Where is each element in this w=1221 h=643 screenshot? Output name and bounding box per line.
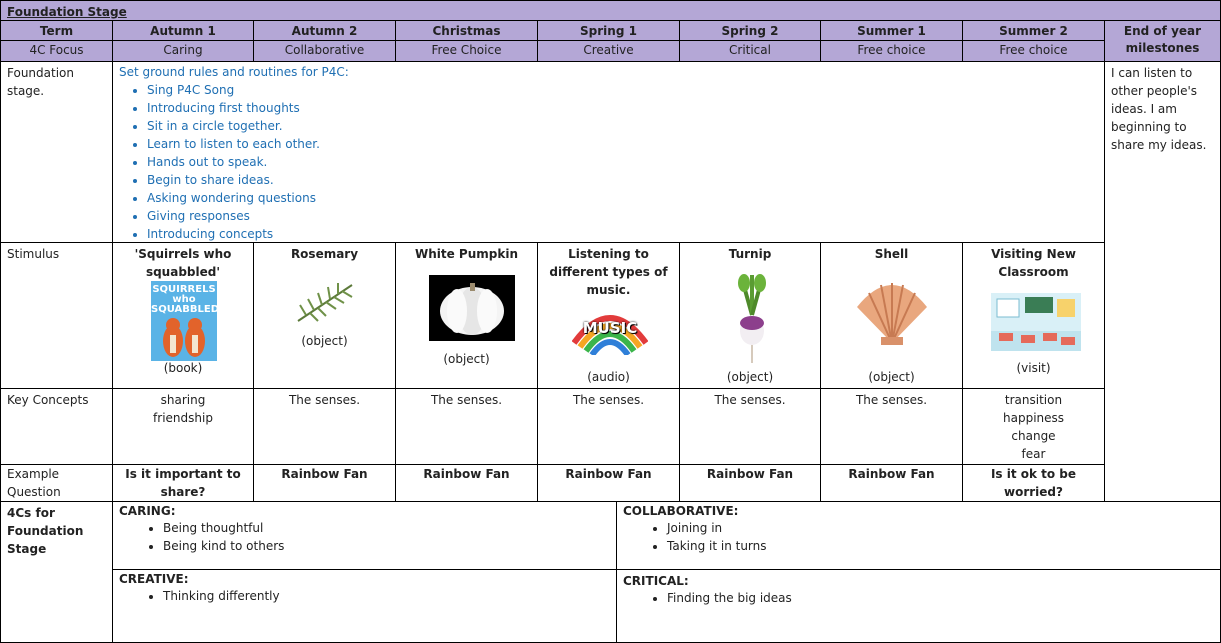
turnip-icon [732, 273, 772, 365]
concept-summer-2: transition happiness change fear [962, 388, 1105, 465]
caring-section [112, 501, 617, 570]
focus-christmas: Free Choice [395, 40, 538, 62]
stimulus-christmas [395, 242, 538, 389]
foundation-label: Foundation stage. [0, 61, 113, 243]
term-autumn-1: Autumn 1 [112, 20, 254, 41]
collaborative-title: COLLABORATIVE: [623, 504, 739, 518]
stimulus-spring-2 [679, 242, 821, 389]
ground-rule-item: • Learn to listen to each other. [147, 135, 1098, 153]
creative-list [119, 587, 610, 605]
stimulus-type: (object) [301, 334, 348, 348]
ground-rules-cell [112, 61, 1105, 243]
stimulus-title: Turnip [728, 247, 772, 261]
caring-title: CARING: [119, 504, 176, 518]
term-autumn-2: Autumn 2 [253, 20, 396, 41]
critical-item: • Finding the big ideas [667, 589, 1214, 607]
question-autumn-2: Rainbow Fan [253, 464, 396, 502]
stimulus-type: (object) [443, 352, 490, 366]
stimulus-autumn-1 [112, 242, 254, 389]
ground-rules-intro: Set ground rules and routines for P4C: [119, 65, 349, 79]
stimulus-spring-1 [537, 242, 680, 389]
ground-rule-item: • Introducing concepts [147, 225, 1098, 243]
critical-section [616, 569, 1221, 643]
question-christmas: Rainbow Fan [395, 464, 538, 502]
stimulus-type: (object) [726, 370, 774, 384]
stimulus-title: White Pumpkin [414, 247, 518, 261]
caring-list [119, 519, 610, 555]
milestones-text: I can listen to other people's ideas. I am beginning to share my ideas. [1111, 66, 1207, 152]
creative-section [112, 569, 617, 643]
concept-summer-1: The senses. [820, 388, 963, 465]
focus-summer-2: Free choice [962, 40, 1105, 62]
question-spring-2: Rainbow Fan [679, 464, 821, 502]
ground-rule-item: • Sit in a circle together. [147, 117, 1098, 135]
term-summer-1: Summer 1 [820, 20, 963, 41]
collaborative-section [616, 501, 1221, 570]
stimulus-title: Rosemary [290, 247, 359, 261]
ground-rule-item: • Giving responses [147, 207, 1098, 225]
focus-autumn-2: Collaborative [253, 40, 396, 62]
squirrel-figures-icon [151, 311, 217, 361]
focus-autumn-1: Caring [112, 40, 254, 62]
creative-item: • Thinking differently [163, 587, 610, 605]
caring-item: • Being kind to others [163, 537, 610, 555]
ground-rule-item: • Hands out to speak. [147, 153, 1098, 171]
concept-spring-1: The senses. [537, 388, 680, 465]
question-summer-2: Is it ok to be worried? [962, 464, 1105, 502]
stimulus-summer-1 [820, 242, 963, 389]
white-pumpkin-icon [429, 275, 515, 341]
collaborative-item: • Taking it in turns [667, 537, 1214, 555]
ground-rule-item: • Sing P4C Song [147, 81, 1098, 99]
ground-rules-list [119, 81, 1098, 243]
stimulus-title: Shell [874, 247, 909, 261]
stimulus-type: (visit) [1016, 361, 1051, 375]
concepts-label: Key Concepts [0, 388, 113, 465]
question-autumn-1: Is it important to share? [112, 464, 254, 502]
focus-spring-1: Creative [537, 40, 680, 62]
focus-summer-1: Free choice [820, 40, 963, 62]
stimulus-type: (object) [868, 370, 915, 384]
stimulus-title: 'Squirrels who squabbled' [134, 247, 232, 279]
creative-title: CREATIVE: [119, 572, 189, 586]
rosemary-sprig-icon [292, 275, 358, 331]
pumpkin-shape-icon [429, 275, 515, 341]
ground-rule-item: • Asking wondering questions [147, 189, 1098, 207]
music-graphic-icon [572, 303, 648, 355]
ground-rule-item: • Begin to share ideas. [147, 171, 1098, 189]
stimulus-autumn-2 [253, 242, 396, 389]
focus-spring-2: Critical [679, 40, 821, 62]
stimulus-summer-2 [962, 242, 1105, 389]
milestones-label: End of year milestones [1123, 24, 1202, 55]
book-cover-text: SQUIRRELS who SQUABBLED [151, 284, 220, 315]
milestones-cell [1104, 61, 1221, 502]
concept-christmas: The senses. [395, 388, 538, 465]
question-spring-1: Rainbow Fan [537, 464, 680, 502]
collaborative-list [623, 519, 1214, 555]
term-christmas: Christmas [395, 20, 538, 41]
stimulus-type: (book) [163, 361, 203, 375]
milestones-header-cell [1104, 20, 1221, 62]
classroom-illustration-icon [991, 293, 1081, 351]
term-spring-1: Spring 1 [537, 20, 680, 41]
stimulus-title: Listening to different types of music. [549, 247, 668, 297]
critical-title: CRITICAL: [623, 574, 689, 588]
caring-item: • Being thoughtful [163, 519, 610, 537]
question-label: Example Question [0, 464, 113, 502]
stimulus-label: Stimulus [0, 242, 113, 389]
squirrels-book-cover-icon [151, 281, 220, 361]
music-graphic-text: MUSIC [582, 319, 638, 337]
collaborative-item: • Joining in [667, 519, 1214, 537]
table-title: Foundation Stage [7, 5, 127, 19]
stimulus-type: (audio) [587, 370, 630, 384]
focus-label: 4C Focus [0, 40, 113, 62]
stimulus-title: Visiting New Classroom [991, 247, 1076, 279]
scallop-shell-icon [851, 277, 933, 347]
ground-rule-item: • Introducing first thoughts [147, 99, 1098, 117]
concept-autumn-1: sharing friendship [112, 388, 254, 465]
four-cs-label: 4Cs for Foundation Stage [0, 501, 113, 643]
term-spring-2: Spring 2 [679, 20, 821, 41]
term-summer-2: Summer 2 [962, 20, 1105, 41]
critical-list [623, 589, 1214, 607]
question-summer-1: Rainbow Fan [820, 464, 963, 502]
term-label: Term [0, 20, 113, 41]
concept-spring-2: The senses. [679, 388, 821, 465]
concept-autumn-2: The senses. [253, 388, 396, 465]
table-title-cell [0, 0, 1221, 21]
